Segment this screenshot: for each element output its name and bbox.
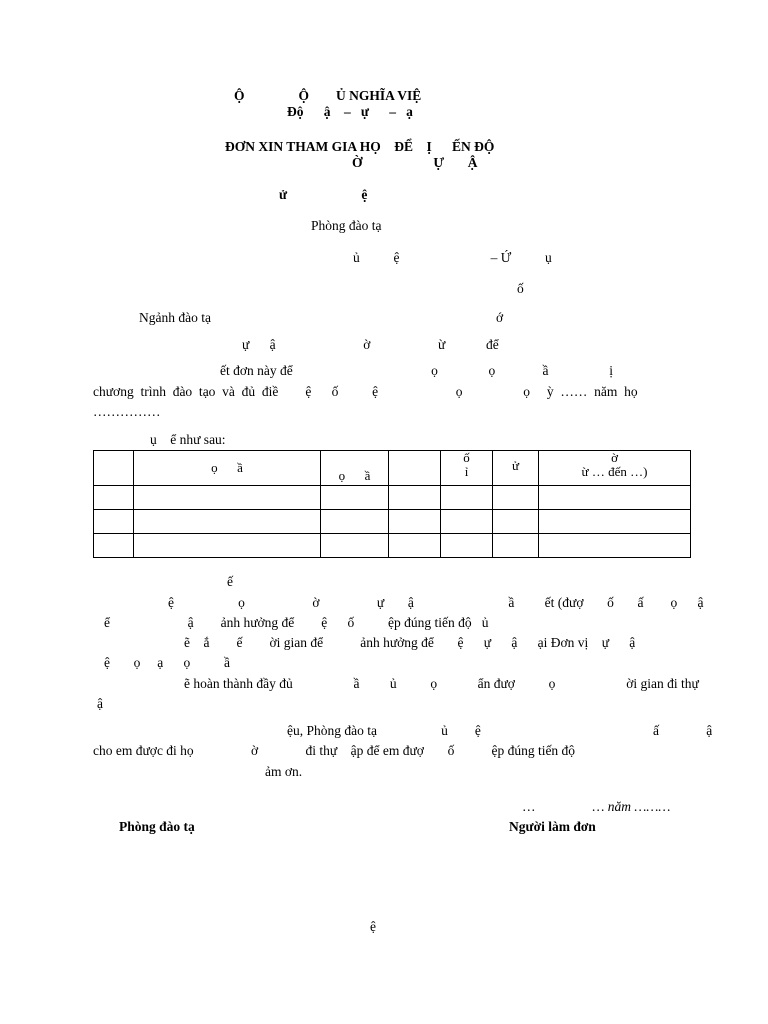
- closing-line2: cho em được đi họ ờ đi thự ập để em đượ ố ệp đúng tiến độ: [93, 743, 576, 758]
- table-cell: [389, 486, 441, 510]
- document-title-line1: ĐƠN XIN THAM GIA HỌ ĐỂ Ị ẾN ĐỘ: [225, 139, 495, 154]
- table-cell: [539, 510, 691, 534]
- class-label: ớ: [496, 310, 504, 325]
- table-cell: [389, 510, 441, 534]
- table-header-row: [94, 451, 691, 486]
- reasons-line6: ậ: [97, 696, 103, 711]
- major-label: Ngảnh đào tạ: [139, 310, 211, 325]
- recipient-office: Phòng đào tạ: [311, 218, 382, 233]
- table-cell: [94, 534, 134, 558]
- student-id-line: ố: [517, 281, 524, 296]
- header-stt: [94, 451, 134, 486]
- course-registration-table: [93, 450, 691, 558]
- table-cell: [493, 534, 539, 558]
- date-line: … … năm ………: [523, 799, 671, 814]
- header-course-code: ọ ầ: [321, 451, 389, 486]
- reasons-line3: ẽ ắ ế ời gian để ảnh hưởng để ệ ự ậ ại Đơn vị ự ậ: [184, 635, 636, 650]
- header-blank: [389, 451, 441, 486]
- closing-line1: ệu, Phòng đào tạ ủ ệ ấ ậ: [287, 723, 713, 738]
- footer-note: ệ: [370, 919, 376, 934]
- table-row: [94, 510, 691, 534]
- student-line3-tail: để: [486, 337, 499, 352]
- table-cell: [134, 486, 321, 510]
- table-cell: [539, 534, 691, 558]
- table-cell: [493, 486, 539, 510]
- table-cell: [321, 534, 389, 558]
- header-time: ờ ừ … đến …): [539, 451, 691, 486]
- table-row: [94, 534, 691, 558]
- national-header-line2: Độ ậ – ự – ạ: [287, 104, 413, 119]
- table-cell: [321, 486, 389, 510]
- table-cell: [441, 486, 493, 510]
- recipient-line3: ủ ệ – Ứ ụ: [353, 250, 552, 265]
- recipient-label: ử ệ: [279, 187, 368, 202]
- table-cell: [493, 510, 539, 534]
- reasons-line2: ể ậ ảnh hưởng để ệ ố ệp đúng tiến độ ủ: [104, 615, 489, 630]
- student-line3: ự ậ ờ ừ: [242, 337, 446, 352]
- table-cell: [539, 486, 691, 510]
- signature-left-label: Phòng đào tạ: [119, 819, 195, 834]
- table-cell: [134, 534, 321, 558]
- table-cell: [134, 510, 321, 534]
- table-cell: [94, 486, 134, 510]
- header-course-name: ọ ầ: [134, 451, 321, 486]
- table-cell: [441, 510, 493, 534]
- reasons-line1: ệ ọ ờ ự ậ ầ ết (đượ ố ấ ọ ậ: [168, 595, 704, 610]
- reasons-line4: ệ ọ ạ ọ ầ: [104, 655, 230, 670]
- reasons-line5: ẽ hoàn thành đầy đủ ầ ủ ọ ẩn đượ ọ ời gian đi thự: [184, 676, 699, 691]
- table-row: [94, 486, 691, 510]
- request-line2: chương trình đào tạo và đủ điề ệ ố ệ ọ ọ ỳ …… năm họ: [93, 384, 638, 399]
- header-credits: ố ỉ: [441, 451, 493, 486]
- request-line1: ết đơn này để ọ ọ ầ ị: [220, 363, 613, 378]
- table-cell: [441, 534, 493, 558]
- header-semester: ử: [493, 451, 539, 486]
- closing-line3: ảm ơn.: [265, 764, 303, 779]
- national-header-line1: Ộ Ộ Ủ NGHĨA VIỆ: [234, 88, 422, 103]
- request-line3: ……………: [93, 404, 161, 419]
- table-cell: [321, 510, 389, 534]
- document-title-line2: Ờ Ự Ậ: [352, 155, 478, 170]
- table-cell: [94, 510, 134, 534]
- reasons-heading: ế: [227, 574, 233, 589]
- signature-right-label: Người làm đơn: [509, 819, 596, 834]
- table-cell: [389, 534, 441, 558]
- table-intro: ụ ể như sau:: [150, 432, 226, 447]
